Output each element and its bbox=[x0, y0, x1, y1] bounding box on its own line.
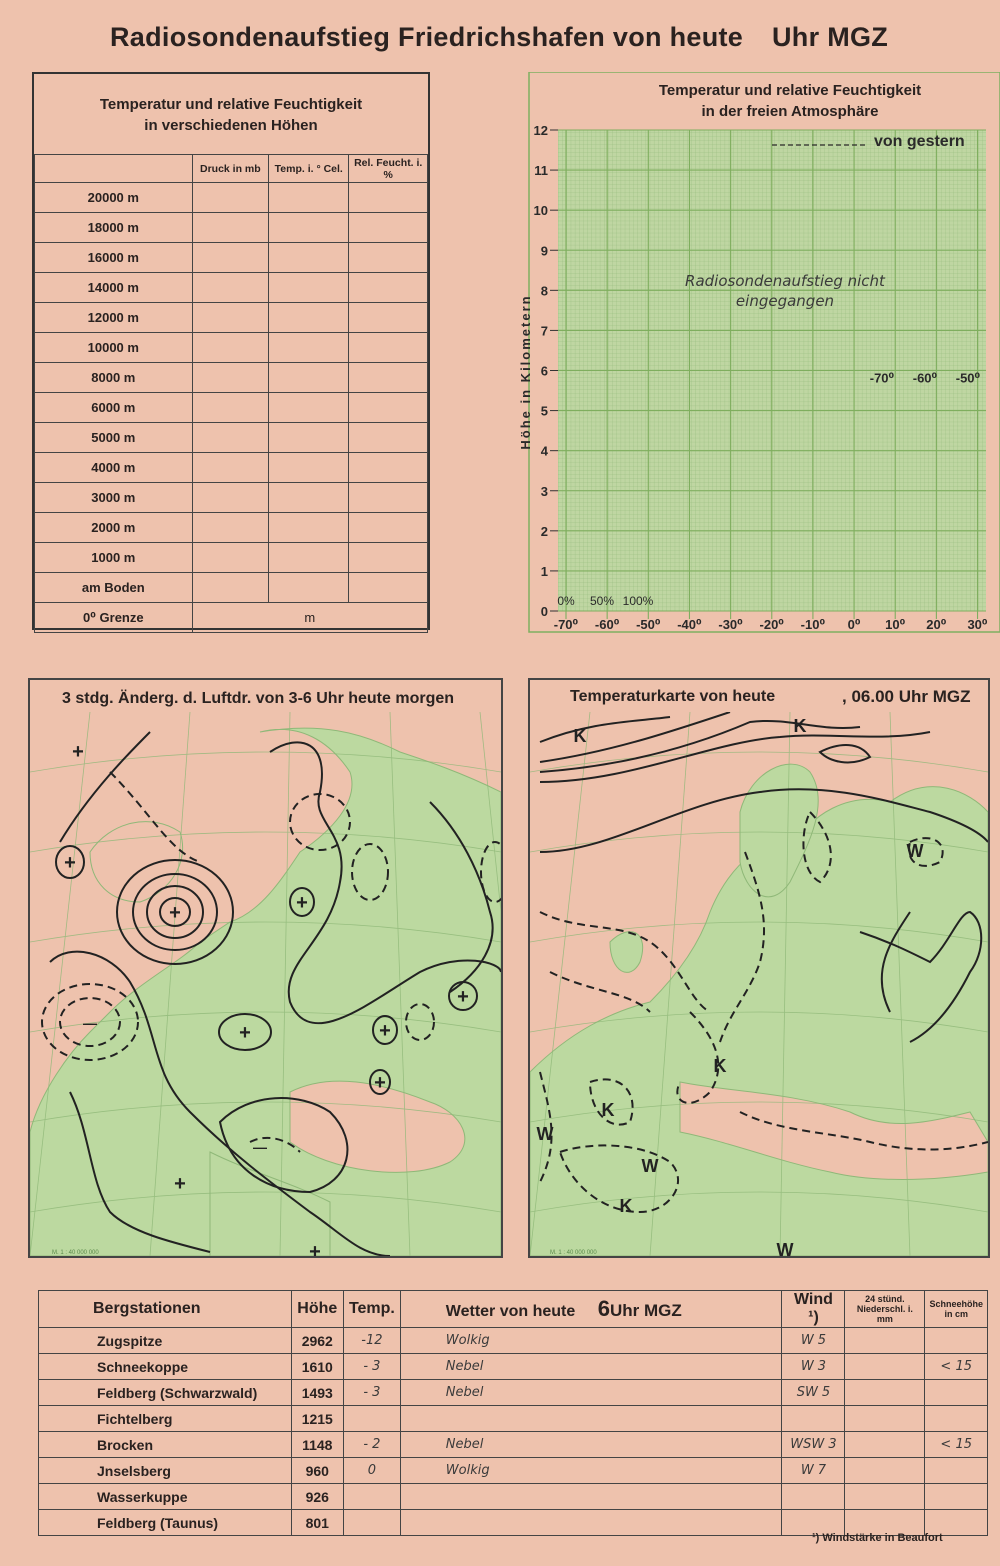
station-station: Wasserkuppe bbox=[39, 1484, 292, 1510]
x-tick-label: -50⁰ bbox=[636, 617, 661, 632]
height-cell bbox=[349, 333, 428, 363]
humidity-tick-label: 100% bbox=[622, 594, 654, 608]
station-height: 1148 bbox=[291, 1432, 344, 1458]
height-cell bbox=[192, 513, 268, 543]
station-station: Schneekoppe bbox=[39, 1354, 292, 1380]
height-row-label: 12000 m bbox=[35, 303, 193, 333]
x-tick-label: -40⁰ bbox=[677, 617, 702, 632]
height-table-grid bbox=[34, 154, 428, 633]
station-weather bbox=[400, 1406, 782, 1432]
x-tick-label: 0⁰ bbox=[847, 617, 861, 632]
station-wind bbox=[782, 1484, 845, 1510]
height-cell bbox=[349, 243, 428, 273]
station-weather bbox=[400, 1484, 782, 1510]
header-wind: Wind ¹) bbox=[782, 1291, 845, 1328]
height-cell bbox=[192, 483, 268, 513]
height-row bbox=[35, 393, 428, 423]
height-row bbox=[35, 303, 428, 333]
station-wind: W 3 bbox=[782, 1354, 845, 1380]
y-tick-label: 11 bbox=[534, 163, 548, 179]
station-wind: W 7 bbox=[782, 1458, 845, 1484]
height-row-label: 8000 m bbox=[35, 363, 193, 393]
station-wind: W 5 bbox=[782, 1328, 845, 1354]
station-precip bbox=[845, 1406, 925, 1432]
x-tick-label: -30⁰ bbox=[718, 617, 743, 632]
height-row-label: am Boden bbox=[35, 573, 193, 603]
station-precip bbox=[845, 1328, 925, 1354]
y-tick-label: 3 bbox=[540, 483, 548, 499]
station-height: 801 bbox=[291, 1510, 344, 1536]
station-station: Feldberg (Taunus) bbox=[39, 1510, 292, 1536]
station-row bbox=[39, 1406, 988, 1432]
svg-text:K: K bbox=[601, 1100, 615, 1120]
svg-text:+: + bbox=[72, 741, 84, 763]
y-tick-label: 7 bbox=[540, 323, 548, 339]
station-row bbox=[39, 1484, 988, 1510]
station-height: 2962 bbox=[291, 1328, 344, 1354]
height-cell bbox=[192, 303, 268, 333]
height-cell bbox=[349, 483, 428, 513]
svg-text:+: + bbox=[64, 852, 76, 874]
zero-row-label: 0⁰ Grenze bbox=[35, 603, 193, 633]
atmos-humidity-ticks bbox=[557, 594, 653, 608]
height-row bbox=[35, 213, 428, 243]
height-row bbox=[35, 543, 428, 573]
height-row-label: 18000 m bbox=[35, 213, 193, 243]
upper-tick-label: -60⁰ bbox=[912, 370, 938, 386]
height-row bbox=[35, 183, 428, 213]
svg-text:—: — bbox=[83, 1015, 97, 1031]
station-row bbox=[39, 1354, 988, 1380]
svg-text:—: — bbox=[253, 1139, 267, 1155]
height-cell bbox=[269, 573, 349, 603]
station-precip bbox=[845, 1432, 925, 1458]
mountain-stations-table bbox=[38, 1290, 988, 1536]
x-tick-label: 30⁰ bbox=[967, 617, 988, 632]
y-tick-label: 1 bbox=[540, 563, 548, 579]
station-temp: - 2 bbox=[344, 1432, 401, 1458]
header-precip: 24 stünd. Niederschl. i. mm bbox=[845, 1291, 925, 1328]
title-time-unit: Uhr MGZ bbox=[772, 22, 889, 52]
station-row bbox=[39, 1328, 988, 1354]
height-cell bbox=[349, 303, 428, 333]
svg-text:+: + bbox=[174, 1173, 186, 1195]
height-cell bbox=[269, 273, 349, 303]
height-table-corner bbox=[35, 155, 193, 183]
height-cell bbox=[349, 543, 428, 573]
svg-text:+: + bbox=[457, 986, 469, 1008]
height-cell bbox=[192, 213, 268, 243]
station-weather bbox=[400, 1510, 782, 1536]
station-row bbox=[39, 1458, 988, 1484]
height-cell bbox=[192, 453, 268, 483]
upper-tick-label: -50⁰ bbox=[955, 370, 981, 386]
height-cell bbox=[192, 183, 268, 213]
height-row bbox=[35, 483, 428, 513]
station-weather: Nebel bbox=[400, 1380, 782, 1406]
station-station: Zugspitze bbox=[39, 1328, 292, 1354]
height-row bbox=[35, 243, 428, 273]
height-cell bbox=[269, 333, 349, 363]
height-cell bbox=[349, 363, 428, 393]
header-snow: Schneehöhe in cm bbox=[925, 1291, 988, 1328]
svg-text:K: K bbox=[713, 1056, 727, 1076]
atmos-chart bbox=[500, 72, 1000, 642]
pressure-map-title: 3 stdg. Änderg. d. Luftdr. von 3-6 Uhr heute morgen bbox=[62, 690, 455, 707]
temp-map-time: , 06.00 Uhr MGZ bbox=[842, 687, 971, 706]
station-snow: < 15 bbox=[925, 1354, 988, 1380]
atmos-y-ticks bbox=[534, 123, 558, 619]
height-row-label: 4000 m bbox=[35, 453, 193, 483]
svg-text:W: W bbox=[776, 1240, 794, 1256]
x-tick-label: 20⁰ bbox=[926, 617, 947, 632]
header-height: Höhe bbox=[291, 1291, 344, 1328]
station-weather: Wolkig bbox=[400, 1328, 782, 1354]
y-tick-label: 9 bbox=[540, 243, 548, 259]
svg-text:+: + bbox=[169, 902, 181, 924]
height-cell bbox=[349, 513, 428, 543]
station-snow bbox=[925, 1458, 988, 1484]
temp-map-title: Temperaturkarte von heute bbox=[570, 688, 776, 705]
height-table-caption-line1: Temperatur und relative Feuchtigkeit bbox=[99, 96, 363, 113]
height-cell bbox=[192, 273, 268, 303]
station-snow: < 15 bbox=[925, 1432, 988, 1458]
legend-gestern: von gestern bbox=[874, 133, 965, 150]
temp-map-scale: M. 1 : 40 000 000 bbox=[550, 1250, 597, 1256]
x-tick-label: -70⁰ bbox=[553, 617, 579, 632]
station-weather: Wolkig bbox=[400, 1458, 782, 1484]
svg-text:+: + bbox=[379, 1020, 391, 1042]
height-cell bbox=[269, 183, 349, 213]
header-temp: Temp. i. ° Cel. bbox=[269, 155, 349, 183]
height-cell bbox=[269, 543, 349, 573]
height-cell bbox=[349, 573, 428, 603]
height-row-label: 14000 m bbox=[35, 273, 193, 303]
x-tick-label: 10⁰ bbox=[885, 617, 906, 632]
height-row bbox=[35, 423, 428, 453]
height-cell bbox=[269, 363, 349, 393]
height-cell bbox=[192, 333, 268, 363]
x-tick-label: -10⁰ bbox=[800, 617, 826, 632]
atmos-upper-ticks bbox=[870, 371, 981, 386]
height-cell bbox=[349, 213, 428, 243]
height-cell bbox=[349, 183, 428, 213]
height-row-label: 1000 m bbox=[35, 543, 193, 573]
height-row-label: 5000 m bbox=[35, 423, 193, 453]
height-row-label: 6000 m bbox=[35, 393, 193, 423]
station-height: 1215 bbox=[291, 1406, 344, 1432]
height-table bbox=[32, 72, 430, 630]
y-tick-label: 12 bbox=[533, 123, 548, 138]
station-height: 926 bbox=[291, 1484, 344, 1510]
height-table-body bbox=[35, 183, 428, 633]
height-cell bbox=[349, 393, 428, 423]
station-station: Fichtelberg bbox=[39, 1406, 292, 1432]
header-weather-unit: Uhr MGZ bbox=[609, 1301, 682, 1320]
humidity-tick-label: 0% bbox=[557, 594, 575, 608]
x-tick-label: -20⁰ bbox=[759, 617, 785, 632]
atmos-chart-caption-line2: in der freien Atmosphäre bbox=[701, 103, 879, 120]
height-cell bbox=[269, 423, 349, 453]
svg-text:+: + bbox=[296, 892, 308, 914]
y-tick-label: 4 bbox=[540, 443, 548, 459]
upper-tick-label: -70⁰ bbox=[869, 370, 895, 386]
svg-text:+: + bbox=[239, 1022, 251, 1044]
station-precip bbox=[845, 1380, 925, 1406]
station-weather: Nebel bbox=[400, 1432, 782, 1458]
station-temp: - 3 bbox=[344, 1380, 401, 1406]
zero-row-unit: m bbox=[192, 603, 427, 633]
header-weather bbox=[400, 1291, 782, 1328]
station-temp: -12 bbox=[344, 1328, 401, 1354]
svg-text:K: K bbox=[793, 716, 807, 736]
height-cell bbox=[349, 453, 428, 483]
svg-text:K: K bbox=[573, 726, 587, 746]
station-precip bbox=[845, 1458, 925, 1484]
height-row-label: 3000 m bbox=[35, 483, 193, 513]
y-tick-label: 10 bbox=[533, 203, 548, 219]
atmos-note-line2: eingegangen bbox=[735, 292, 835, 310]
y-tick-label: 8 bbox=[540, 283, 548, 299]
station-snow bbox=[925, 1406, 988, 1432]
station-height: 960 bbox=[291, 1458, 344, 1484]
height-cell bbox=[349, 423, 428, 453]
station-wind: WSW 3 bbox=[782, 1432, 845, 1458]
station-temp bbox=[344, 1406, 401, 1432]
y-tick-label: 6 bbox=[540, 363, 548, 379]
height-cell bbox=[269, 243, 349, 273]
height-cell bbox=[192, 543, 268, 573]
height-row bbox=[35, 363, 428, 393]
station-snow bbox=[925, 1380, 988, 1406]
station-precip bbox=[845, 1484, 925, 1510]
station-temp bbox=[344, 1510, 401, 1536]
humidity-tick-label: 50% bbox=[589, 594, 615, 608]
station-station: Brocken bbox=[39, 1432, 292, 1458]
station-height: 1610 bbox=[291, 1354, 344, 1380]
station-weather: Nebel bbox=[400, 1354, 782, 1380]
station-wind: SW 5 bbox=[782, 1380, 845, 1406]
height-table-caption bbox=[34, 94, 428, 136]
pressure-map-scale: M. 1 : 40 000 000 bbox=[52, 1250, 99, 1256]
height-cell bbox=[349, 273, 428, 303]
svg-text:+: + bbox=[374, 1072, 386, 1094]
station-wind bbox=[782, 1406, 845, 1432]
y-tick-label: 5 bbox=[540, 403, 548, 419]
svg-text:K: K bbox=[619, 1196, 633, 1216]
height-cell bbox=[192, 393, 268, 423]
height-cell bbox=[269, 393, 349, 423]
header-weather-label: Wetter von heute bbox=[445, 1303, 576, 1320]
height-row-label: 2000 m bbox=[35, 513, 193, 543]
height-row bbox=[35, 273, 428, 303]
header-temp-col: Temp. bbox=[344, 1291, 401, 1328]
station-station: Feldberg (Schwarzwald) bbox=[39, 1380, 292, 1406]
header-pressure: Druck in mb bbox=[192, 155, 268, 183]
station-temp: - 3 bbox=[344, 1354, 401, 1380]
svg-text:W: W bbox=[641, 1156, 659, 1176]
footnote: ¹) Windstärke in Beaufort bbox=[812, 1532, 943, 1544]
title-main: Radiosondenaufstieg Friedrichshafen von heute bbox=[110, 22, 744, 52]
header-station: Bergstationen bbox=[39, 1291, 292, 1328]
station-station: Jnselsberg bbox=[39, 1458, 292, 1484]
height-table-caption-line2: in verschiedenen Höhen bbox=[144, 117, 318, 134]
station-temp bbox=[344, 1484, 401, 1510]
atmos-ylabel: Höhe in Kilometern bbox=[518, 294, 533, 450]
pressure-change-map bbox=[28, 678, 503, 1258]
height-cell bbox=[269, 303, 349, 333]
height-cell bbox=[192, 423, 268, 453]
svg-text:W: W bbox=[906, 841, 924, 861]
height-row-label: 20000 m bbox=[35, 183, 193, 213]
atmos-note-line1: Radiosondenaufstieg nicht bbox=[685, 272, 885, 290]
x-tick-label: -60⁰ bbox=[594, 617, 620, 632]
temperature-map bbox=[528, 678, 990, 1258]
svg-text:W: W bbox=[536, 1124, 554, 1144]
station-row bbox=[39, 1380, 988, 1406]
atmos-x-ticks bbox=[554, 617, 988, 632]
y-tick-label: 0 bbox=[540, 604, 548, 619]
y-tick-label: 2 bbox=[540, 523, 548, 539]
station-precip bbox=[845, 1354, 925, 1380]
header-weather-hour: 6 bbox=[597, 1296, 610, 1321]
height-row bbox=[35, 573, 428, 603]
station-height: 1493 bbox=[291, 1380, 344, 1406]
zero-degree-row bbox=[35, 603, 428, 633]
pressure-map-canvas bbox=[30, 712, 501, 1256]
station-row bbox=[39, 1432, 988, 1458]
header-humidity: Rel. Feucht. i. % bbox=[349, 155, 428, 183]
temp-map-canvas bbox=[530, 712, 988, 1256]
station-temp: 0 bbox=[344, 1458, 401, 1484]
height-cell bbox=[192, 573, 268, 603]
height-row bbox=[35, 453, 428, 483]
height-row bbox=[35, 513, 428, 543]
height-cell bbox=[269, 453, 349, 483]
svg-text:+: + bbox=[309, 1241, 321, 1256]
height-cell bbox=[269, 213, 349, 243]
station-snow bbox=[925, 1328, 988, 1354]
height-row-label: 10000 m bbox=[35, 333, 193, 363]
height-cell bbox=[269, 483, 349, 513]
height-row bbox=[35, 333, 428, 363]
mountain-table-body bbox=[39, 1328, 988, 1536]
height-cell bbox=[269, 513, 349, 543]
height-cell bbox=[192, 363, 268, 393]
height-cell bbox=[192, 243, 268, 273]
atmos-chart-caption-line1: Temperatur und relative Feuchtigkeit bbox=[658, 82, 922, 99]
station-snow bbox=[925, 1484, 988, 1510]
height-row-label: 16000 m bbox=[35, 243, 193, 273]
